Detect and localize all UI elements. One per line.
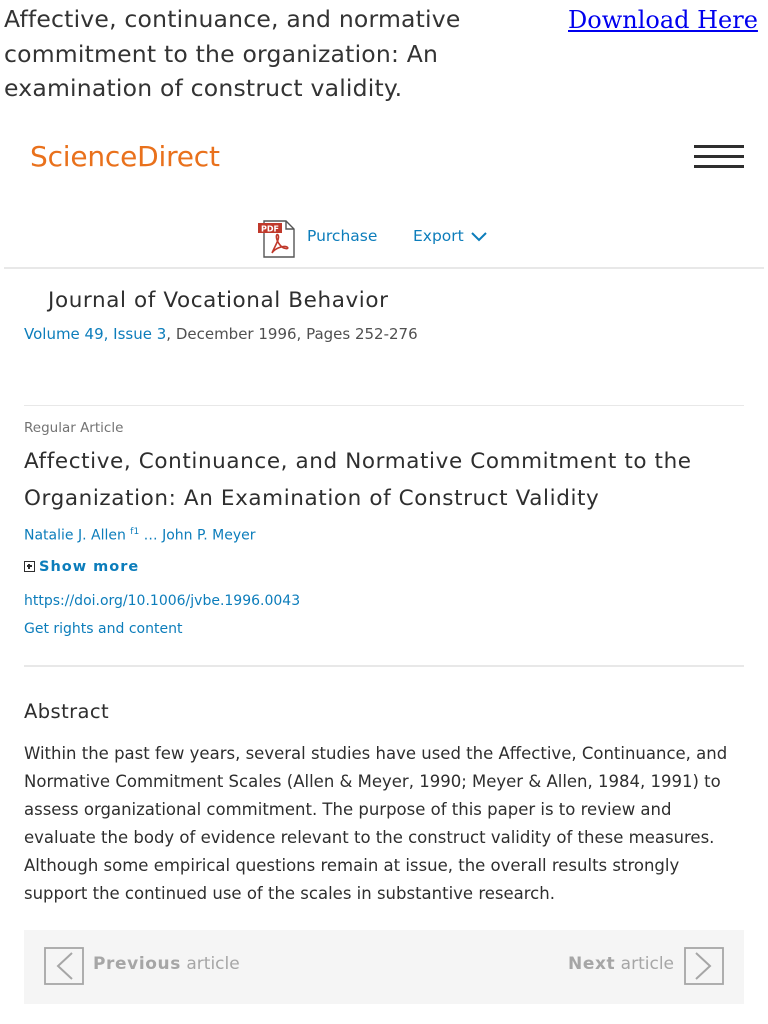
- chevron-down-icon[interactable]: [470, 231, 488, 243]
- author-separator: …: [139, 527, 163, 544]
- previous-article-link[interactable]: [93, 954, 240, 974]
- sciencedirect-logo[interactable]: ScienceDirect: [30, 140, 220, 173]
- show-more-label: Show more: [39, 559, 140, 575]
- rights-link[interactable]: Get rights and content: [24, 621, 183, 637]
- pdf-icon[interactable]: [256, 220, 296, 258]
- document-title: Affective, continuance, and normative commitment to the organization: An examination of construct validity.: [4, 5, 461, 102]
- article-navigation: [24, 930, 744, 1004]
- chevron-right-icon[interactable]: [684, 947, 724, 985]
- next-article-word: article: [620, 954, 674, 974]
- chevron-left-icon[interactable]: [44, 947, 84, 985]
- show-more-button[interactable]: [24, 559, 139, 575]
- abstract-heading: Abstract: [24, 700, 110, 723]
- export-link[interactable]: Export: [413, 227, 464, 245]
- article-toolbar: [0, 218, 768, 258]
- article-title: Affective, Continuance, and Normative Commitment to the Organization: An Examination of Construct Validity: [24, 449, 692, 511]
- date-pages: , December 1996, Pages 252-276: [166, 325, 418, 343]
- plus-box-icon: [24, 561, 35, 572]
- purchase-link[interactable]: Purchase: [307, 227, 378, 245]
- hamburger-menu-icon[interactable]: [694, 145, 744, 169]
- author-footnote[interactable]: f1: [130, 527, 140, 537]
- toolbar-divider: [4, 267, 764, 269]
- doi-link[interactable]: https://doi.org/10.1006/jvbe.1996.0043: [24, 593, 301, 609]
- abstract-text: Within the past few years, several studies have used the Affective, Continuance, and Normative Commitment Scales (Allen & Meyer, 1990; Meyer & Allen, 1984, 1991) to assess organizational commitment. The purpose of this paper is to review and evaluate the body of evidence relevant to the construct validity of these measures. Although some empirical questions remain at issue, the overall results strongly support the continued use of the scales in substantive research.: [24, 744, 728, 903]
- volume-issue-link[interactable]: Volume 49, Issue 3: [24, 325, 167, 343]
- issue-line: [24, 325, 418, 343]
- section-divider: [24, 405, 744, 406]
- svg-text:PDF: PDF: [261, 224, 279, 234]
- next-label: Next: [568, 954, 616, 974]
- author-link[interactable]: John P. Meyer: [162, 527, 256, 544]
- article-type: Regular Article: [24, 420, 124, 436]
- journal-title[interactable]: Journal of Vocational Behavior: [48, 288, 389, 313]
- author-link[interactable]: Natalie J. Allen: [24, 527, 126, 544]
- abstract-divider: [24, 665, 744, 667]
- previous-article-word: article: [186, 954, 240, 974]
- author-list: [24, 527, 256, 544]
- previous-label: Previous: [93, 954, 181, 974]
- download-link[interactable]: Download Here: [568, 6, 758, 34]
- next-article-link[interactable]: [568, 954, 674, 974]
